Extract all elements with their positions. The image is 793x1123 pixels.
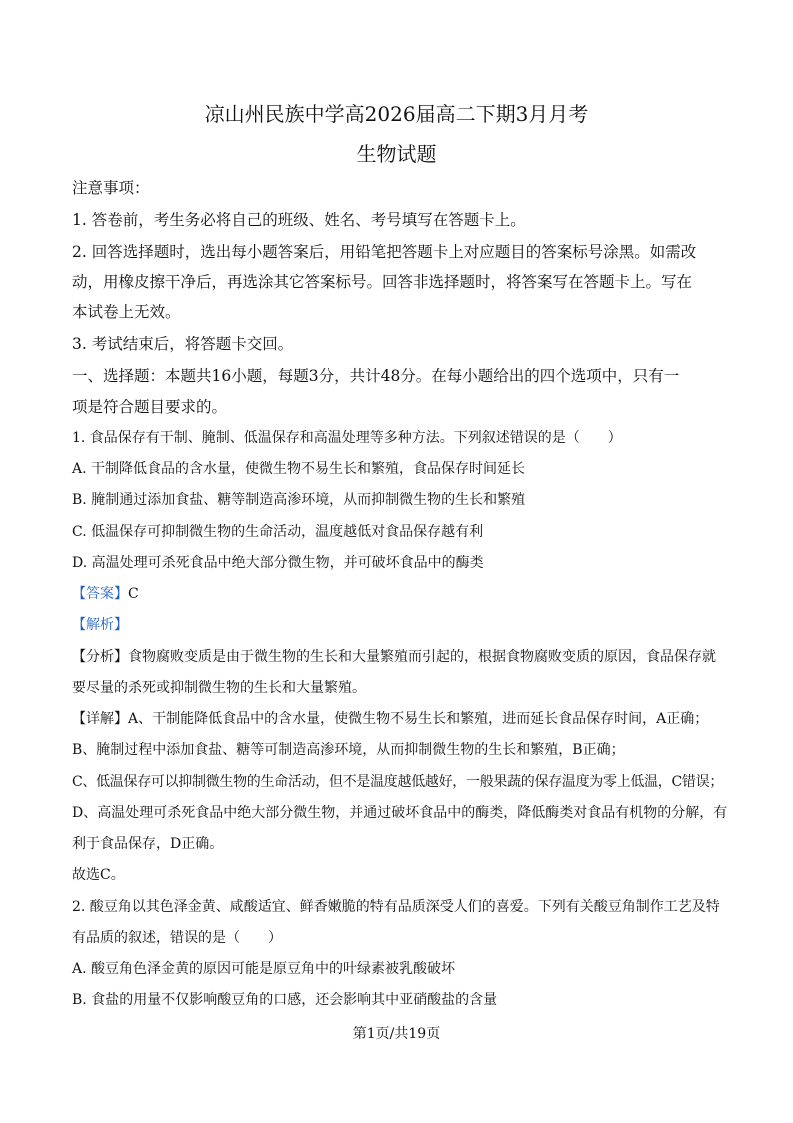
answer-tag: 【答案】: [72, 586, 128, 602]
question-1-xiangjie-d-line-2: 利于食品保存，D正确。: [72, 836, 224, 852]
question-2-stem-line-2: 有品质的叙述，错误的是（ ）: [72, 930, 282, 946]
question-1-stem: 1. 食品保存有干制、腌制、低温保存和高温处理等多种方法。下列叙述错误的是（ ）: [72, 430, 622, 446]
notice-item-2-line-3: 本试卷上无效。: [72, 303, 181, 321]
xiangjie-tag: 【详解】: [72, 711, 128, 727]
question-2-stem-line-1: 2. 酸豆角以其色泽金黄、咸酸适宜、鲜香嫩脆的特有品质深受人们的喜爱。下列有关酸豆角制作工艺及特: [72, 899, 720, 915]
xiangjie-a-text: A、干制能降低食品中的含水量，使微生物不易生长和繁殖，进而延长食品保存时间，A正确；: [128, 711, 709, 727]
question-1-option-b: B. 腌制通过添加食盐、糖等制造高渗环境，从而抑制微生物的生长和繁殖: [72, 492, 526, 508]
notice-item-2-line-2: 动，用橡皮擦干净后，再选涂其它答案标号。回答非选择题时，将答案写在答题卡上。写在: [72, 273, 693, 291]
question-1-xiangjie-a: [72, 709, 732, 729]
section-heading-line-1: 一、选择题：本题共16小题，每题3分，共计48分。在每小题给出的四个选项中，只有一: [72, 367, 680, 385]
question-1-xiangjie-b: B、腌制过程中添加食盐、糖等可制造高渗环境，从而抑制微生物的生长和繁殖，B正确；: [72, 742, 625, 758]
notice-item-3: 3. 考试结束后，将答题卡交回。: [72, 335, 294, 353]
question-1-xiangjie-d-line-1: D、高温处理可杀死食品中绝大部分微生物，并通过破坏食品中的酶类，降低酶类对食品有机物的分解，有: [72, 805, 728, 821]
question-2-option-a: A. 酸豆角色泽金黄的原因可能是原豆角中的叶绿素被乳酸破坏: [72, 961, 456, 977]
question-1-analysis-tag: [72, 615, 732, 635]
analysis-tag: 【解析】: [72, 617, 128, 633]
notice-item-2-line-1: 2. 回答选择题时，选出每小题答案后，用铅笔把答题卡上对应题目的答案标号涂黑。如需改: [72, 243, 697, 261]
answer-value: C: [128, 586, 139, 602]
question-1-answer: [72, 584, 732, 604]
question-1-fenxi-line-2: 要尽量的杀死或抑制微生物的生长和大量繁殖。: [72, 680, 366, 696]
exam-subtitle: 生物试题: [356, 142, 437, 166]
fenxi-tag: 【分析】: [72, 649, 128, 665]
notice-heading: 注意事项：: [72, 179, 150, 197]
question-1-conclusion: 故选C。: [72, 867, 125, 883]
question-1-fenxi-line-1: [72, 647, 732, 667]
fenxi-text: 食物腐败变质是由于微生物的生长和大量繁殖而引起的，根据食物腐败变质的原因，食品保存就: [128, 649, 716, 665]
question-1-option-c: C. 低温保存可抑制微生物的生命活动，温度越低对食品保存越有利: [72, 524, 484, 540]
question-1-xiangjie-c: C、低温保存可以抑制微生物的生命活动，但不是温度越低越好，一般果蔬的保存温度为零上低温，C错误；: [72, 774, 724, 790]
question-2-option-b: B. 食盐的用量不仅影响酸豆角的口感，还会影响其中亚硝酸盐的含量: [72, 992, 498, 1008]
section-heading-line-2: 项是符合题目要求的。: [72, 398, 228, 416]
question-1-option-d: D. 高温处理可杀死食品中绝大部分微生物，并可破坏食品中的酶类: [72, 555, 484, 571]
question-1-option-a: A. 干制降低食品的含水量，使微生物不易生长和繁殖，食品保存时间延长: [72, 461, 526, 477]
exam-title: 凉山州民族中学高2026届高二下期3月月考: [204, 102, 589, 126]
page-number: 第1页/共19页: [352, 1026, 441, 1042]
notice-item-1: 1. 答卷前，考生务必将自己的班级、姓名、考号填写在答题卡上。: [72, 211, 526, 229]
